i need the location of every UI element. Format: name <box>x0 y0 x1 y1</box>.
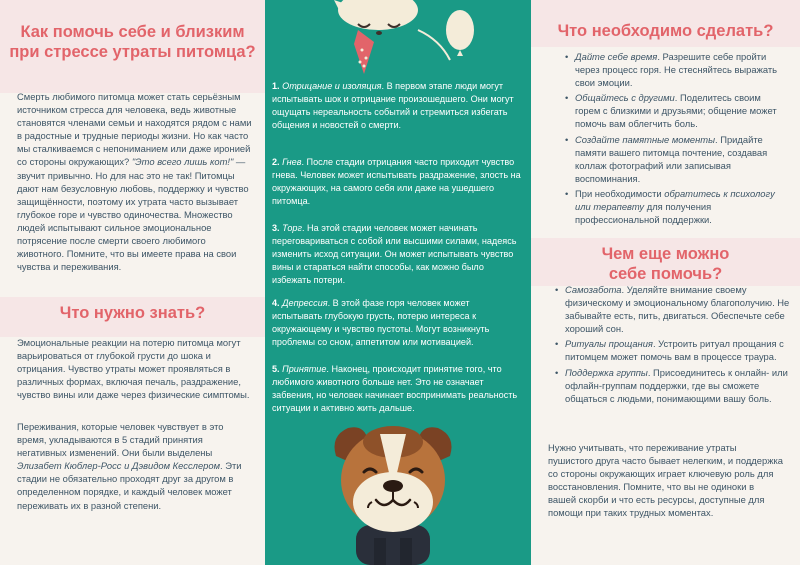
section-title-help: Чем еще можно себе помочь? <box>601 245 730 283</box>
cat-with-balloon-icon <box>330 0 480 80</box>
left-panel <box>0 0 265 565</box>
list-item: • Создайте памятные моменты. Придайте памяти вашего питомца почтение, создавая коллаж фотографий или записывая воспоминания. <box>565 133 787 185</box>
list-item: • Дайте себе время. Разрешите себе пройти через процесс горя. Не стесняйтесь выражать свои эмоции. <box>565 50 787 89</box>
stage-4: 4. Депрессия. В этой фазе горя человек может испытывать глубокую грусть, потерю интереса к окружающему и чувство пустоты. Могут возникнуть проблемы со сном, аппетитом или мотивацией. <box>272 298 490 348</box>
section-title-todo: Что необходимо сделать? <box>557 22 774 40</box>
section-title-know: Что нужно знать? <box>59 304 206 322</box>
list-item: • Поддержка группы. Присоединитесь к онлайн- или офлайн-группам поддержки, где вы сможете общаться с людьми, понимающими вашу боль. <box>555 366 792 405</box>
stage-2: 2. Гнев. После стадии отрицания часто приходит чувство гнева. Человек может испытывать раздражение, злость на окружающих, на самого себя или даже на ушедшего питомца. <box>272 157 521 207</box>
intro-paragraph: Смерть любимого питомца может стать серьёзным источником стресса для человека, ведь животные становятся членами семьи и находятся рядом с нами в радостные и трудные периоды жизни. Но как часто мы сталкиваемся с непониманием или даже иронией со стороны окружающих? "Это всего лишь кот!" — звучит привычно. Но для нас это не так! Питомцы дают нам безусловную любовь, поддержку и чувство защищённости, поэтому их утрата часто вызывает глубокое горе и чувство одиночества. Множество людей испытывают сильное эмоциональное потрясение после смерти своего любимого животного. Помните, что вы имеете права на свои чувства и переживания. <box>17 91 252 273</box>
know-paragraph-2: Переживания, которые человек чувствует в это время, укладываются в 5 стадий принятия негативных изменений. Они были выделены Элизабет Кюблер-Росс и Дэвидом Кесслером. Эти стадии не обязательно проходят друг за другом в определенном порядке, и каждый человек может переживать их в разной степени. <box>17 421 242 511</box>
list-item: • При необходимости обратитесь к психологу или терапевту для получения профессиональной поддержки. <box>565 187 787 226</box>
bulldog-icon <box>328 420 458 565</box>
know-paragraph-1: Эмоциональные реакции на потерю питомца могут варьироваться от глубокой грусти до шока и отрицания. Чувство утраты может проявляться в различных формах, включая печаль, раздражение, чувство вины или даже через физические симптомы. <box>17 337 250 401</box>
closing-paragraph: Нужно учитывать, что переживание утраты пушистого друга часто бывает нелегким, и поддержка со стороны окружающих играет ключевую роль для восстановления. Помните, что вы не одиноки в вашей скорби и что есть ресурсы, доступные для помощи при таких трудных моментах. <box>548 442 783 519</box>
todo-list <box>565 50 787 228</box>
list-item: • Самозабота. Уделяйте внимание своему физическому и эмоциональному благополучию. Не забывайте есть, пить, двигаться. Обеспечьте себе хороший сон. <box>555 283 792 335</box>
stage-1: 1. Отрицание и изоляция. В первом этапе люди могут испытывать шок и отрицание произошедшего. Они могут ощущать нереальность событий и стремиться избегать общения и новостей о смерти. <box>272 81 514 131</box>
stage-5: 5. Принятие. Наконец, происходит принятие того, что любимого животного больше нет. Это не означает забвения, но человек начинает воспринимать реальность ситуации и активно жить дальше. <box>272 364 518 414</box>
main-title: Как помочь себе и близким при стрессе утраты питомца? <box>9 23 256 61</box>
stage-3: 3. Торг. На этой стадии человек может начинать переговариваться с собой или высшими силами, надеясь изменить исход ситуации. Он может испытывать чувство вины и стараться найти способы, как можно было избежать потери. <box>272 223 517 286</box>
help-list <box>555 283 792 407</box>
list-item: • Общайтесь с другими. Поделитесь своим горем с близкими и друзьями; общение может помочь вам облегчить боль. <box>565 91 787 130</box>
list-item: • Ритуалы прощания. Устроить ритуал прощания с питомцем может помочь вам в процессе траура. <box>555 337 792 363</box>
